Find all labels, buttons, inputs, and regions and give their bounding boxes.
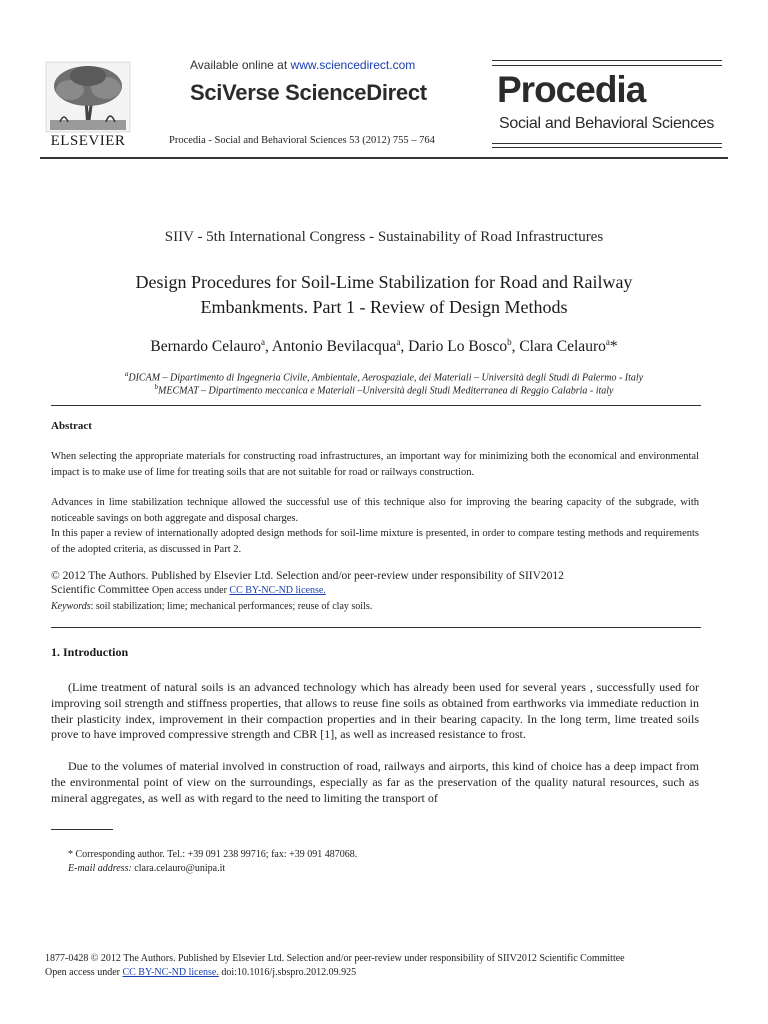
author-name: Clara Celauro bbox=[519, 338, 606, 356]
author-affiliation-mark: a bbox=[396, 337, 401, 347]
copyright-committee: Scientific Committee bbox=[51, 583, 152, 596]
footnote-rule bbox=[51, 829, 113, 830]
copyright-line-2 bbox=[51, 584, 711, 598]
author-name: Bernardo Celauro bbox=[150, 338, 262, 356]
corresponding-author-footnote: * Corresponding author. Tel.: +39 091 238 99716; fax: +39 091 487068. bbox=[68, 849, 358, 860]
open-access-label: Open access under bbox=[151, 584, 230, 596]
abstract-paragraph: Advances in lime stabilization technique allowed the successful use of this technique also for improving the bearing capacity of the subgrade, with noticeable savings on both aggregate and disposal charges. bbox=[51, 497, 699, 524]
copyright-line-1: © 2012 The Authors. Published by Elsevier Ltd. Selection and/or peer-review under responsibility of SIIV2012 bbox=[51, 570, 564, 582]
author-affiliation-mark: a bbox=[605, 337, 610, 347]
available-prefix: Available online at bbox=[190, 58, 291, 72]
author-separator: , bbox=[400, 338, 409, 356]
corresponding-author-mark: * bbox=[609, 338, 618, 356]
abstract-heading: Abstract bbox=[51, 420, 92, 432]
journal-citation: Procedia - Social and Behavioral Sciences 53 (2012) 755 – 764 bbox=[169, 135, 435, 146]
affiliation-text: MECMAT – Dipartimento meccanica e Materiali –Università degli Studi Mediterranea di Reggio Calabria - italy bbox=[158, 385, 614, 397]
footer-license-link[interactable]: CC BY-NC-ND license. bbox=[122, 967, 219, 978]
paper-title-line-1: Design Procedures for Soil-Lime Stabilization for Road and Railway bbox=[135, 272, 633, 292]
footer-doi: doi:10.1016/j.sbspro.2012.09.925 bbox=[218, 967, 357, 978]
intro-paragraph: Due to the volumes of material involved in construction of road, railways and airports, this kind of choice has a deep impact from the environmental point of view on the surroundings, especially as far as the preservation of the quality natural resources, such as mineral aggregates, as well as with regard to the need to limiting the transport of bbox=[51, 759, 699, 805]
keywords-label: Keywords bbox=[51, 601, 91, 612]
paper-title-line-2: Embankments. Part 1 - Review of Design Methods bbox=[200, 297, 568, 317]
abstract-paragraph: When selecting the appropriate materials for constructing road infrastructures, an important way for minimizing both the economical and environmental impact is to make use of lime for treating soils that are not suitable for road or railways construction. bbox=[51, 451, 699, 478]
paper-title bbox=[60, 270, 708, 320]
email-address: clara.celauro@unipa.it bbox=[131, 863, 226, 874]
procedia-bottom-rule bbox=[492, 143, 722, 144]
author-name: Dario Lo Bosco bbox=[408, 338, 508, 356]
available-online-line bbox=[190, 58, 415, 72]
author-affiliation-mark: b bbox=[507, 337, 512, 347]
author-separator: , bbox=[511, 338, 520, 356]
elsevier-wordmark: ELSEVIER bbox=[50, 133, 126, 149]
affiliation-b bbox=[0, 383, 768, 396]
procedia-top-rule-2 bbox=[492, 65, 722, 66]
keywords-line bbox=[51, 601, 372, 612]
affiliation-mark: b bbox=[154, 383, 158, 391]
conference-name: SIIV - 5th International Congress - Sustainability of Road Infrastructures bbox=[164, 229, 604, 245]
affiliation-mark: a bbox=[124, 370, 129, 378]
abstract-bottom-rule bbox=[51, 627, 701, 628]
footer-open-access bbox=[45, 967, 356, 978]
email-footnote bbox=[68, 863, 225, 874]
abstract-paragraph: In this paper a review of internationally adopted design methods for soil-lime mixture is presented, in order to compare testing methods and requirements of the adopted criteria, as discussed in Part 2. bbox=[51, 528, 699, 555]
affiliation-text: DICAM – Dipartimento di Ingegneria Civile, Ambientale, Aerospaziale, dei Materiali – Università degli Studi di Palermo - Italy bbox=[128, 372, 644, 384]
procedia-brand-title: Procedia bbox=[497, 69, 646, 110]
footer-copyright: 1877-0428 © 2012 The Authors. Published by Elsevier Ltd. Selection and/or peer-review under responsibility of SIIV2012 Scientific Committee bbox=[45, 953, 625, 964]
platform-name: SciVerse ScienceDirect bbox=[190, 80, 427, 105]
procedia-top-rule bbox=[492, 60, 722, 61]
sciencedirect-url-link[interactable]: www.sciencedirect.com bbox=[290, 58, 416, 72]
header-divider bbox=[40, 157, 728, 159]
author-separator: , bbox=[265, 338, 272, 356]
author-affiliation-mark: a bbox=[261, 337, 266, 347]
license-link[interactable]: CC BY-NC-ND license. bbox=[229, 584, 326, 596]
section-heading-introduction: 1. Introduction bbox=[51, 645, 129, 659]
intro-paragraph: (Lime treatment of natural soils is an advanced technology which has already been used for several years , successfully used for improving soil strength and stiffness properties, that allows to reuse fine soils as obtained from earthworks via immediate reduction in their plasticity index, improvement in their compaction properties and in their bearing capacity. In the long term, lime treated soils prove to have improved compressive strength and CBR [1], as well as increased resistance to frost. bbox=[51, 680, 699, 742]
affiliation-a bbox=[0, 370, 768, 383]
keywords-text: : soil stabilization; lime; mechanical performances; reuse of clay soils. bbox=[90, 601, 373, 612]
footer-open-access-label: Open access under bbox=[45, 967, 123, 978]
procedia-brand-subtitle: Social and Behavioral Sciences bbox=[499, 115, 715, 132]
copyright-notice bbox=[51, 570, 711, 597]
author-name: Antonio Bevilacqua bbox=[271, 338, 397, 356]
abstract-top-rule bbox=[51, 405, 701, 406]
email-label: E-mail address: bbox=[68, 863, 132, 874]
procedia-bottom-rule-2 bbox=[492, 147, 722, 148]
author-list bbox=[0, 337, 768, 356]
